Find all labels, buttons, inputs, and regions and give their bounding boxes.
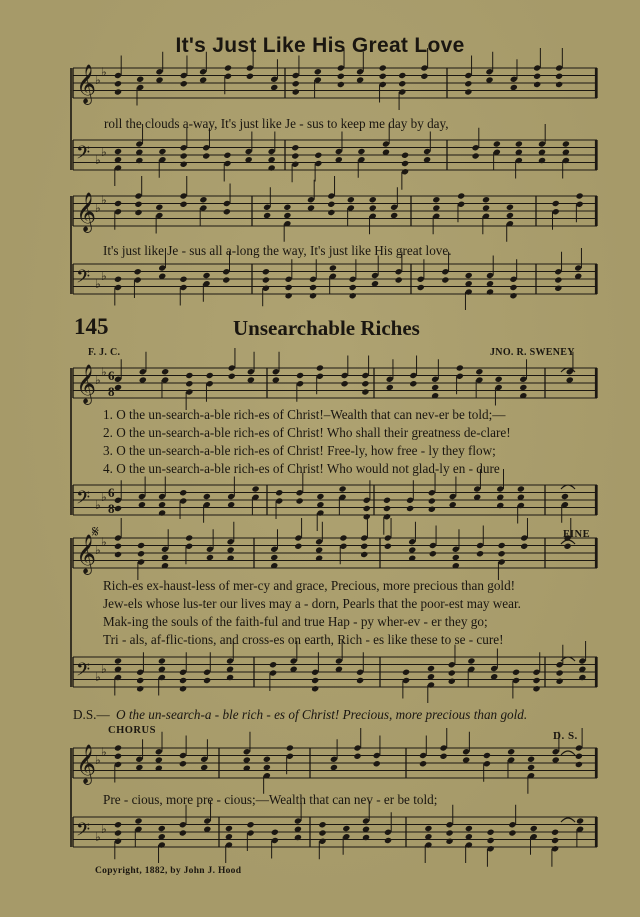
- note-head: [291, 152, 299, 159]
- note-head: [252, 485, 260, 492]
- note-head: [158, 657, 166, 664]
- note-head: [342, 825, 350, 832]
- note-head: [199, 196, 207, 203]
- note-head: [228, 373, 236, 380]
- note-head: [327, 201, 335, 208]
- note-head: [155, 204, 163, 211]
- flat-icon: ♭: [95, 830, 101, 844]
- note-head: [441, 276, 449, 283]
- flat-icon: ♭: [95, 543, 101, 557]
- ds-label: D.S.—: [73, 707, 110, 722]
- flat-icon: ♭: [101, 535, 107, 549]
- note-head: [179, 276, 187, 283]
- note-head: [202, 272, 210, 279]
- note-head: [379, 64, 387, 71]
- note-head: [538, 157, 546, 164]
- note-head: [409, 380, 417, 387]
- note-head: [384, 837, 392, 844]
- note-head: [318, 821, 326, 828]
- time-signature-top: 6: [108, 368, 115, 383]
- note-head: [337, 81, 345, 88]
- chorus-label: CHORUS: [108, 725, 156, 736]
- note-head: [429, 550, 437, 557]
- note-head: [556, 669, 564, 676]
- note-head: [341, 380, 349, 387]
- flat-icon: ♭: [95, 277, 101, 291]
- note-head: [402, 669, 410, 676]
- note-head: [555, 73, 563, 80]
- lyric-line: roll the clouds a-way, It's just like Je - sus to keep me day by day,: [104, 116, 449, 131]
- fermata-icon: [561, 485, 575, 489]
- note-head: [360, 551, 368, 558]
- flat-icon: ♭: [101, 745, 107, 759]
- note-head: [507, 748, 515, 755]
- note-head: [134, 209, 142, 216]
- note-head: [527, 756, 535, 763]
- note-head: [493, 140, 501, 147]
- note-head: [286, 744, 294, 751]
- note-head: [114, 551, 122, 558]
- note-head: [185, 380, 193, 387]
- note-head: [314, 152, 322, 159]
- note-head: [551, 837, 559, 844]
- verse-line: 2. O the un-search-a-ble rich-es of Christ! Who shall their greatness de-clare!: [103, 425, 511, 440]
- lyric-line: It's just like Je - sus all a-long the way, It's just like His great love.: [103, 243, 452, 258]
- note-head: [296, 372, 304, 379]
- flat-icon: ♭: [95, 753, 101, 767]
- fermata-icon: [561, 751, 575, 755]
- fermata-icon: [561, 540, 575, 544]
- flat-icon: ♭: [101, 662, 107, 676]
- note-head: [406, 505, 414, 512]
- note-head: [487, 829, 495, 836]
- note-head: [285, 292, 293, 299]
- note-head: [179, 489, 187, 496]
- note-head: [180, 161, 188, 168]
- note-head: [114, 753, 122, 760]
- note-head: [360, 543, 368, 550]
- note-head: [134, 201, 142, 208]
- hymn-title-unsearchable-riches: Unsearchable Riches: [233, 316, 420, 340]
- note-head: [349, 284, 357, 291]
- note-head: [316, 493, 324, 500]
- note-head: [158, 148, 166, 155]
- bass-clef-icon: 𝄢: [76, 488, 91, 513]
- note-head: [532, 677, 540, 684]
- note-head: [271, 829, 279, 836]
- fermata-icon: [561, 818, 575, 822]
- note-head: [562, 140, 570, 147]
- note-head: [361, 388, 369, 395]
- note-head: [224, 64, 232, 71]
- treble-clef-icon: 𝄞: [76, 64, 97, 104]
- note-head: [223, 208, 231, 215]
- note-head: [283, 204, 291, 211]
- note-head: [465, 272, 473, 279]
- note-head: [137, 550, 145, 557]
- treble-clef-icon: 𝄞: [76, 534, 97, 574]
- note-head: [428, 497, 436, 504]
- note-head: [347, 196, 355, 203]
- note-head: [114, 148, 122, 155]
- note-head: [467, 657, 475, 664]
- note-head: [137, 542, 145, 549]
- note-head: [520, 543, 528, 550]
- note-head: [517, 485, 525, 492]
- verse-line: Tri - als, af-flic-tions, and cross-es on earth, Rich - es like these to se - cure!: [103, 632, 504, 647]
- note-head: [379, 73, 387, 80]
- note-head: [362, 834, 370, 841]
- note-head: [361, 380, 369, 387]
- note-head: [476, 550, 484, 557]
- note-head: [226, 674, 234, 681]
- ds-text: O the un-search-a - ble rich - es of Christ! Precious, more precious than gold.: [116, 707, 528, 722]
- note-head: [114, 829, 122, 836]
- note-head: [482, 196, 490, 203]
- note-head: [561, 493, 569, 500]
- note-head: [309, 284, 317, 291]
- note-head: [292, 88, 300, 95]
- note-head: [292, 80, 300, 87]
- note-head: [309, 292, 317, 299]
- note-head: [337, 73, 345, 80]
- note-head: [439, 753, 447, 760]
- note-head: [158, 509, 166, 516]
- verse-line: Mak-ing the souls of the faith-ful and true Hap - py wher-ev - er they go;: [103, 614, 488, 629]
- note-head: [311, 677, 319, 684]
- note-head: [363, 513, 371, 520]
- note-head: [114, 88, 122, 95]
- chorus-lyric: Pre - cious, more pre - cious;—Wealth that can nev - er be told;: [103, 792, 438, 807]
- note-head: [134, 268, 142, 275]
- flat-icon: ♭: [95, 498, 101, 512]
- note-head: [509, 284, 517, 291]
- note-head: [185, 534, 193, 541]
- note-head: [457, 192, 465, 199]
- bass-clef-icon: 𝄢: [76, 267, 91, 292]
- note-head: [428, 506, 436, 513]
- treble-clef-icon: 𝄞: [76, 744, 97, 784]
- note-head: [363, 505, 371, 512]
- note-head: [448, 669, 456, 676]
- note-head: [357, 148, 365, 155]
- note-head: [180, 152, 188, 159]
- note-head: [515, 140, 523, 147]
- note-head: [275, 489, 283, 496]
- note-head: [285, 284, 293, 291]
- verse-line: Jew-els whose lus-ter our lives may a - dorn, Pearls that the poor-est may wear.: [103, 596, 521, 611]
- segno-icon: 𝄋: [92, 524, 99, 541]
- note-head: [424, 825, 432, 832]
- note-head: [339, 534, 347, 541]
- verse-line: 4. O the un-search-a-ble rich-es of Christ! Who would not glad-ly en - dure: [103, 461, 500, 476]
- note-head: [222, 276, 230, 283]
- note-head: [575, 753, 583, 760]
- note-head: [179, 677, 187, 684]
- note-head: [472, 152, 480, 159]
- note-head: [445, 838, 453, 845]
- note-head: [512, 669, 520, 676]
- note-head: [246, 73, 254, 80]
- lyricist-credit: F. J. C.: [88, 347, 121, 358]
- note-head: [556, 678, 564, 685]
- flat-icon: ♭: [101, 822, 107, 836]
- note-head: [136, 685, 144, 692]
- flat-icon: ♭: [101, 65, 107, 79]
- note-head: [294, 834, 302, 841]
- note-head: [398, 80, 406, 87]
- note-head: [530, 825, 538, 832]
- note-head: [314, 68, 322, 75]
- note-head: [508, 829, 516, 836]
- note-head: [136, 76, 144, 83]
- note-head: [383, 497, 391, 504]
- note-head: [555, 81, 563, 88]
- note-head: [114, 744, 122, 751]
- flat-icon: ♭: [101, 269, 107, 283]
- note-head: [114, 276, 122, 283]
- bass-clef-icon: 𝄢: [76, 820, 91, 845]
- note-head: [383, 505, 391, 512]
- note-head: [578, 674, 586, 681]
- note-head: [445, 829, 453, 836]
- note-head: [417, 284, 425, 291]
- note-head: [464, 88, 472, 95]
- note-head: [498, 550, 506, 557]
- bass-clef-icon: 𝄢: [76, 143, 91, 168]
- flat-icon: ♭: [101, 145, 107, 159]
- note-head: [395, 276, 403, 283]
- hymn-title-its-just-like: It's Just Like His Great Love: [175, 34, 465, 57]
- note-head: [464, 80, 472, 87]
- note-head: [576, 817, 584, 824]
- note-head: [179, 201, 187, 208]
- note-head: [114, 543, 122, 550]
- copyright: Copyright, 1882, by John J. Hood: [95, 866, 242, 876]
- note-head: [398, 72, 406, 79]
- note-head: [554, 276, 562, 283]
- note-head: [179, 760, 187, 767]
- verse-line: Rich-es ex-haust-less of mer-cy and grace, Precious, more precious than gold!: [103, 578, 516, 593]
- treble-clef-icon: 𝄞: [76, 364, 97, 404]
- note-head: [401, 160, 409, 167]
- note-head: [291, 144, 299, 151]
- note-head: [554, 285, 562, 292]
- verse-line: 3. O the un-search-a-ble rich-es of Christ! Free-ly, how free - ly they flow;: [103, 443, 496, 458]
- note-head: [263, 756, 271, 763]
- note-head: [203, 493, 211, 500]
- note-head: [179, 829, 187, 836]
- note-head: [575, 761, 583, 768]
- note-head: [420, 73, 428, 80]
- fine-mark: FINE: [563, 529, 591, 540]
- note-head: [533, 81, 541, 88]
- note-head: [448, 678, 456, 685]
- note-head: [294, 543, 302, 550]
- note-head: [180, 80, 188, 87]
- note-head: [486, 288, 494, 295]
- note-head: [432, 196, 440, 203]
- note-head: [509, 292, 517, 299]
- note-head: [532, 685, 540, 692]
- flat-icon: ♭: [95, 373, 101, 387]
- note-head: [427, 665, 435, 672]
- note-head: [316, 364, 324, 371]
- note-head: [158, 825, 166, 832]
- note-head: [533, 73, 541, 80]
- note-head: [465, 825, 473, 832]
- ds-mark: D. S.: [553, 730, 578, 742]
- note-head: [475, 368, 483, 375]
- note-head: [223, 152, 231, 159]
- note-head: [506, 204, 514, 211]
- note-head: [296, 497, 304, 504]
- bass-clef-icon: 𝄢: [76, 660, 91, 685]
- note-head: [136, 677, 144, 684]
- flat-icon: ♭: [95, 670, 101, 684]
- note-head: [349, 292, 357, 299]
- treble-clef-icon: 𝄞: [76, 192, 97, 232]
- note-head: [269, 661, 277, 668]
- flat-icon: ♭: [95, 153, 101, 167]
- note-head: [338, 485, 346, 492]
- note-head: [135, 157, 143, 164]
- note-head: [114, 657, 122, 664]
- note-head: [114, 505, 122, 512]
- flat-icon: ♭: [101, 193, 107, 207]
- note-head: [185, 372, 193, 379]
- composer-credit: JNO. R. SWENEY: [490, 347, 575, 358]
- note-head: [329, 264, 337, 271]
- note-head: [483, 752, 491, 759]
- note-head: [576, 192, 584, 199]
- note-head: [202, 152, 210, 159]
- time-signature-top: 6: [108, 485, 115, 500]
- note-head: [495, 376, 503, 383]
- note-head: [327, 209, 335, 216]
- note-head: [262, 268, 270, 275]
- time-signature-bottom: 8: [108, 501, 115, 516]
- note-head: [114, 80, 122, 87]
- note-head: [487, 837, 495, 844]
- flat-icon: ♭: [95, 201, 101, 215]
- note-head: [456, 364, 464, 371]
- note-head: [498, 542, 506, 549]
- hymn-number: 145: [74, 314, 109, 339]
- flat-icon: ♭: [101, 365, 107, 379]
- note-head: [134, 817, 142, 824]
- note-head: [373, 760, 381, 767]
- time-signature-bottom: 8: [108, 384, 115, 399]
- note-head: [551, 829, 559, 836]
- note-head: [246, 821, 254, 828]
- note-head: [318, 829, 326, 836]
- note-head: [552, 200, 560, 207]
- note-head: [419, 760, 427, 767]
- note-head: [268, 164, 276, 171]
- flat-icon: ♭: [101, 490, 107, 504]
- note-head: [369, 196, 377, 203]
- note-head: [496, 502, 504, 509]
- note-head: [356, 677, 364, 684]
- note-head: [114, 821, 122, 828]
- note-head: [114, 200, 122, 207]
- flat-icon: ♭: [95, 73, 101, 87]
- note-head: [563, 543, 571, 550]
- note-head: [384, 543, 392, 550]
- note-head: [206, 372, 214, 379]
- verse-line: 1. O the un-search-a-ble rich-es of Christ!–Wealth that can nev-er be told;—: [103, 407, 506, 422]
- note-head: [203, 677, 211, 684]
- note-head: [311, 685, 319, 692]
- note-head: [161, 368, 169, 375]
- note-head: [225, 825, 233, 832]
- note-head: [353, 753, 361, 760]
- note-head: [401, 152, 409, 159]
- note-head: [262, 276, 270, 283]
- note-head: [179, 685, 187, 692]
